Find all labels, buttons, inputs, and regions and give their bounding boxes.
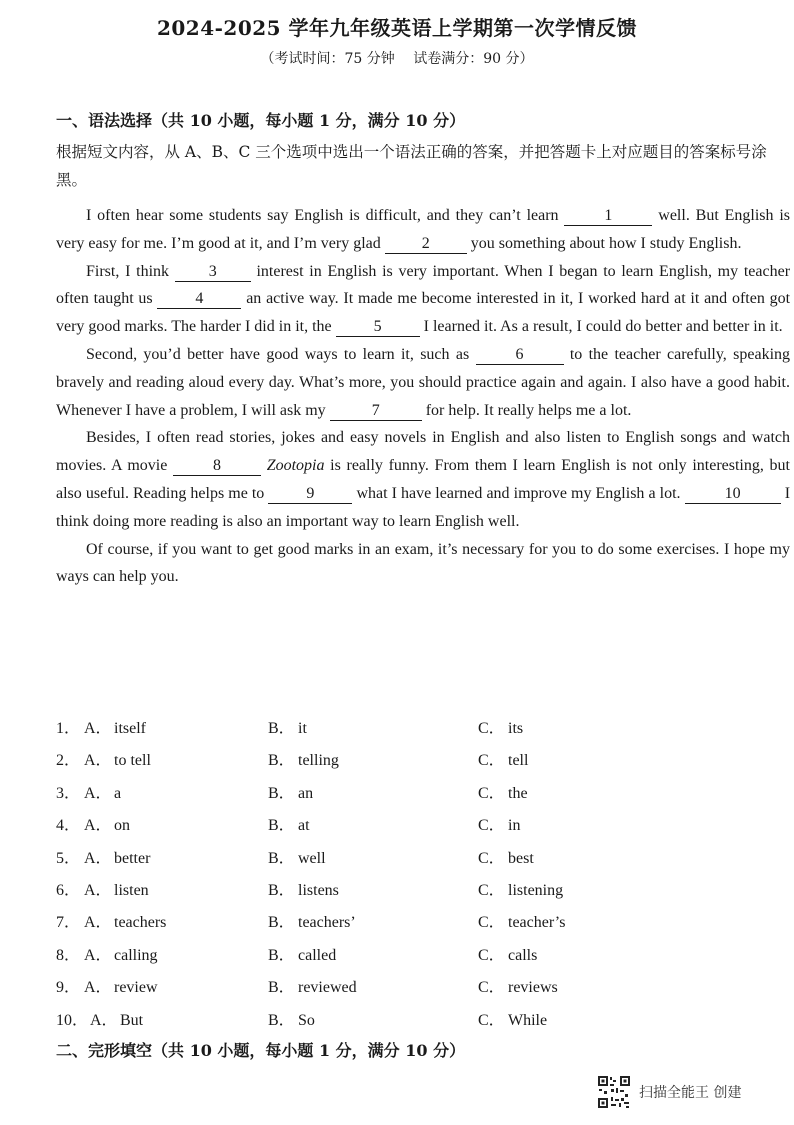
option-row: [56, 743, 756, 775]
question-number: 7．: [56, 914, 81, 932]
option-text: itself: [114, 720, 146, 737]
option-b: [268, 877, 339, 900]
letter: B．: [268, 946, 295, 964]
option-a: [84, 715, 146, 738]
letter: B．: [268, 1011, 295, 1029]
option-c: [478, 715, 523, 738]
question-number: 9．: [56, 979, 81, 997]
blank-9: 9: [268, 485, 352, 504]
option-text: a: [114, 784, 122, 802]
option-c: [478, 747, 528, 770]
option-text: calling: [114, 946, 158, 964]
blank-10: 10: [685, 485, 781, 504]
option-c: [478, 942, 537, 965]
paragraph-2: [56, 258, 790, 341]
text: Of course, if you want to get good marks in an exam, it’s necessary for you to do some exercises. I hope my ways can help you.: [56, 540, 790, 586]
blank-1: 1: [564, 207, 652, 226]
paragraph-4: [56, 424, 790, 535]
text: for help. It really helps me a lot.: [425, 401, 632, 419]
option-c: [478, 845, 534, 868]
letter: A．: [84, 720, 112, 737]
question-number: 2．: [56, 752, 81, 770]
option-a: [84, 845, 150, 868]
option-a: [84, 909, 166, 932]
letter: C．: [478, 946, 505, 964]
letter: B．: [268, 784, 295, 802]
letter: B．: [268, 849, 295, 867]
blank-7: 7: [330, 402, 422, 421]
option-row: [56, 938, 756, 970]
option-text: listens: [298, 881, 339, 899]
text: you something about how I study English.: [470, 234, 742, 252]
option-c: [478, 812, 520, 835]
question-number: 5．: [56, 849, 81, 867]
option-b: [268, 974, 357, 997]
option-b: [268, 780, 313, 803]
option-row: [56, 711, 756, 743]
paragraph-5: [56, 536, 790, 592]
question-number: 4．: [56, 817, 81, 835]
option-c: [478, 974, 558, 997]
letter: C．: [478, 849, 505, 867]
question-number: 3．: [56, 784, 81, 802]
text: First, I think: [86, 262, 170, 280]
option-c: [478, 877, 563, 900]
text: I learned it. As a result, I could do better and better in it.: [423, 318, 783, 336]
text: interest in English is very important. When I began to learn English, my teacher often taught us: [56, 262, 791, 308]
text: to the teacher carefully, speaking bravely and reading aloud every day. What’s more, you should practice again and again. I also have a good habit. Whenever I have a problem, I will ask my: [56, 345, 791, 419]
letter: A．: [84, 946, 112, 964]
text: is really funny. From them I learn English is not only interesting, but also useful. Reading helps me to: [56, 457, 790, 502]
option-text: to tell: [114, 752, 151, 770]
option-text: reviewed: [298, 979, 357, 997]
option-a: [84, 877, 149, 900]
option-text: it: [298, 720, 307, 737]
letter: A．: [90, 1011, 118, 1029]
text: I often hear some students say English is difficult, and they can’t learn: [86, 207, 559, 224]
option-a: [84, 974, 158, 997]
option-text: the: [508, 784, 528, 802]
option-text: an: [298, 784, 314, 802]
option-row: [56, 776, 756, 808]
option-b: [268, 747, 339, 770]
letter: B．: [268, 914, 295, 932]
option-c: [478, 1007, 547, 1030]
option-text: better: [114, 849, 151, 867]
answer-options: [56, 711, 756, 1035]
letter: A．: [84, 914, 112, 932]
letter: C．: [478, 720, 505, 737]
text: an active way. It made me become interested in it, I worked hard at it and often got very good marks. The harder I did in it, the: [56, 290, 791, 336]
section-2-heading: 二、完形填空（共 10 小题，每小题 1 分，满分 10 分）: [56, 1041, 466, 1060]
option-a: [90, 1007, 143, 1030]
option-c: [478, 909, 565, 932]
letter: C．: [478, 784, 505, 802]
option-text: review: [114, 979, 158, 997]
letter: A．: [84, 849, 112, 867]
option-text: teachers: [114, 914, 167, 932]
option-text: reviews: [508, 979, 558, 997]
blank-3: 3: [175, 263, 251, 282]
option-text: telling: [298, 752, 339, 770]
blank-2: 2: [385, 235, 467, 254]
option-text: at: [298, 817, 310, 835]
letter: B．: [268, 881, 295, 899]
option-text: well: [298, 849, 326, 867]
letter: C．: [478, 817, 505, 835]
scanner-watermark: [597, 1074, 741, 1110]
blank-5: 5: [336, 318, 420, 337]
paragraph-3: [56, 341, 790, 424]
option-b: [268, 909, 356, 932]
option-text: in: [508, 817, 521, 835]
option-text: teachers’: [298, 914, 356, 932]
question-number: 6．: [56, 881, 81, 899]
option-a: [84, 747, 151, 770]
option-a: [84, 780, 121, 803]
letter: B．: [268, 979, 295, 997]
exam-info: （考试时间：75 分钟 试卷满分：90 分）: [260, 51, 534, 67]
blank-8: 8: [173, 457, 261, 476]
option-b: [268, 845, 326, 868]
watermark-label: 扫描全能王 创建: [639, 1085, 742, 1101]
letter: A．: [84, 817, 112, 835]
text: Second, you’d better have good ways to learn it, such as: [86, 345, 470, 363]
letter: C．: [478, 1011, 505, 1029]
option-text: calls: [508, 946, 538, 964]
letter: A．: [84, 979, 112, 997]
paragraph-1: [56, 202, 790, 258]
option-b: [268, 812, 310, 835]
option-text: tell: [508, 752, 529, 770]
option-text: called: [298, 946, 337, 964]
option-b: [268, 715, 307, 738]
qr-code-icon: [597, 1075, 631, 1109]
option-text: listen: [114, 881, 149, 899]
text: Besides, I often read stories, jokes and easy novels in English and also listen to English songs and watch movies. A movie: [56, 429, 790, 475]
option-text: listening: [508, 881, 564, 899]
option-row: [56, 970, 756, 1002]
blank-6: 6: [476, 346, 564, 365]
page-title: 2024-2025 学年九年级英语上学期第一次学情反馈: [156, 16, 638, 40]
option-text: its: [508, 720, 524, 737]
passage: [56, 202, 790, 591]
option-row: [56, 905, 756, 937]
letter: C．: [478, 979, 505, 997]
letter: B．: [268, 817, 295, 835]
question-number: 8．: [56, 946, 81, 964]
option-c: [478, 780, 528, 803]
option-text: While: [508, 1011, 548, 1029]
option-row: [56, 1003, 756, 1035]
option-row: [56, 808, 756, 840]
blank-4: 4: [157, 290, 241, 309]
option-b: [268, 1007, 315, 1030]
section-1-heading: 一、语法选择（共 10 小题，每小题 1 分，满分 10 分）: [56, 111, 466, 130]
text: what I have learned and improve my English a lot.: [356, 484, 681, 502]
letter: A．: [84, 752, 112, 770]
option-b: [268, 942, 336, 965]
option-row: [56, 873, 756, 905]
letter: C．: [478, 752, 505, 770]
letter: B．: [268, 752, 295, 770]
text: I think doing more reading is also an important way to learn English well.: [56, 484, 791, 530]
option-a: [84, 942, 158, 965]
option-text: on: [114, 817, 130, 835]
letter: C．: [478, 914, 505, 932]
section-1-instruction: 根据短文内容，从 A、B、C 三个选项中选出一个语法正确的答案，并把答题卡上对应题目的答案标号涂黑。: [56, 143, 767, 189]
option-row: [56, 841, 756, 873]
letter: A．: [84, 881, 112, 899]
movie-title: Zootopia: [266, 457, 325, 475]
question-number: 10．: [56, 1011, 89, 1029]
letter: C．: [478, 881, 505, 899]
option-text: teacher’s: [508, 914, 566, 932]
letter: B．: [268, 720, 295, 737]
letter: A．: [84, 784, 112, 802]
option-a: [84, 812, 130, 835]
question-number: 1．: [56, 720, 81, 737]
option-text: So: [298, 1011, 315, 1029]
option-text: But: [120, 1011, 144, 1029]
option-text: best: [508, 849, 534, 867]
text: well. But English is very easy for me. I’m good at it, and I’m very glad: [56, 207, 791, 252]
